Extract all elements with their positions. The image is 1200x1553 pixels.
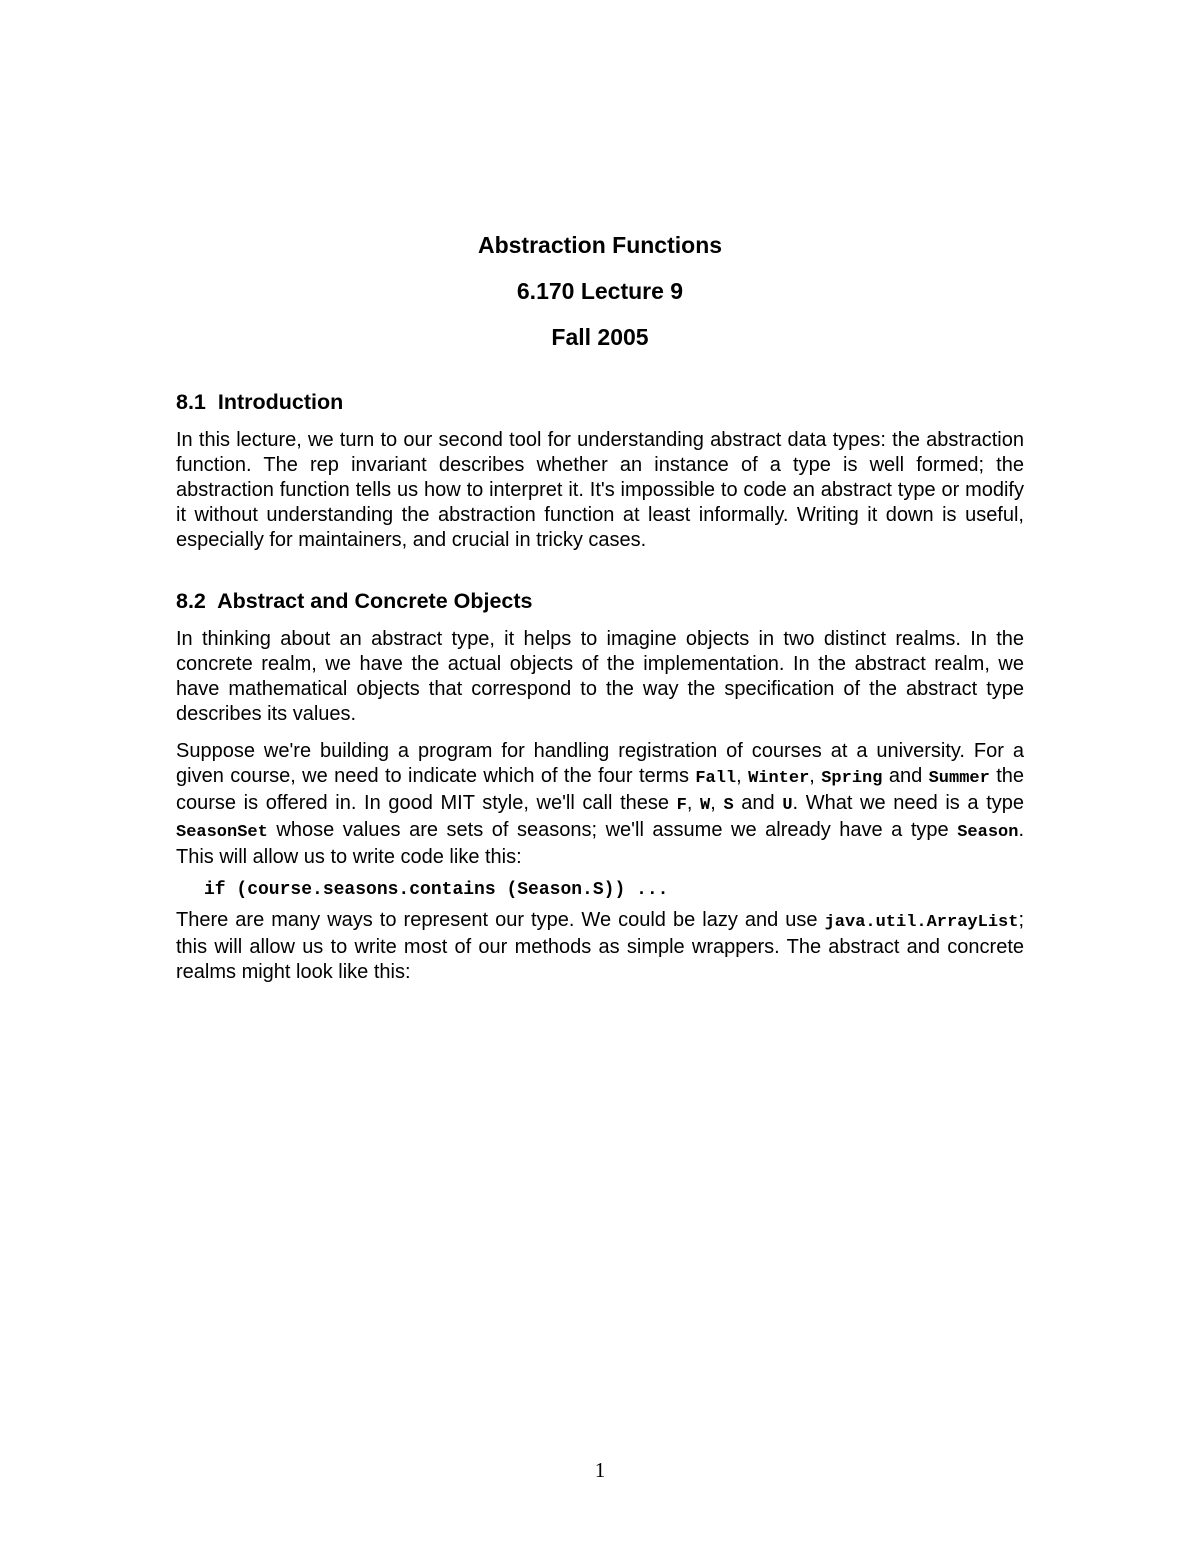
section-number: 8.2 [176,589,206,613]
section-title: Abstract and Concrete Objects [217,589,533,613]
section-title: Introduction [217,390,344,414]
registration-paragraph [176,739,1024,870]
lecture-number: 6.170 Lecture 9 [516,278,684,304]
page-number: 1 [594,1458,606,1482]
text-run: , [686,792,701,814]
realms-paragraph: In thinking about an abstract type, it helps to imagine objects in two distinct realms. In the concrete realm, we have the actual objects of the implementation. In the abstract realm, we have mathematical objects that correspond to the way the specification of the abstract type describes its values. [176,628,1024,725]
text-run: Suppose we're building a program for handling registration of courses at a university. For a given course, we need to indicate which of the four terms [176,740,1024,787]
code-term-summer: Summer [928,769,990,788]
code-season-u: U [782,796,793,815]
text-run: , [736,765,749,787]
text-run: , [809,765,822,787]
text-run: . This will allow us to write code like this: [176,819,1024,868]
code-term-fall: Fall [695,769,737,788]
term: Fall 2005 [551,324,649,350]
code-type-season: Season [957,823,1019,842]
text-run: whose values are sets of seasons; we'll assume we already have a type [267,819,958,841]
section-heading-introduction [176,388,1024,416]
code-example: if (course.seasons.contains (Season.S)) ... [204,880,669,900]
code-term-spring: Spring [821,769,883,788]
section-heading-abstract-concrete [176,587,1024,615]
text-run: ; this will allow us to write most of our methods as simple wrappers. The abstract and concrete realms might look like this: [176,909,1024,983]
document-body [176,388,1024,997]
text-run: the course is offered in. In good MIT style, we'll call these [176,765,1024,814]
text-run: and [733,792,783,814]
section-number: 8.1 [176,390,206,414]
code-type-seasonset: SeasonSet [176,823,268,842]
code-term-winter: Winter [748,769,810,788]
code-arraylist: java.util.ArrayList [824,913,1019,932]
title-block [0,230,1200,368]
text-run: and [882,765,929,787]
introduction-paragraph: In this lecture, we turn to our second tool for understanding abstract data types: the abstraction function. The rep invariant describes whether an instance of a type is well formed; the abstraction function tells us how to interpret it. It's impossible to code an abstract type or modify it without understanding the abstraction function at least informally. Writing it down is useful, especially for maintainers, and crucial in tricky cases. [176,429,1024,551]
code-season-s: S [723,796,734,815]
text-run: There are many ways to represent our type. We could be lazy and use [176,909,825,931]
representation-paragraph [176,908,1024,985]
text-run: , [710,792,724,814]
code-season-f: F [676,796,687,815]
document-title: Abstraction Functions [477,232,723,258]
text-run: . What we need is a type [792,792,1024,814]
code-season-w: W [700,796,711,815]
